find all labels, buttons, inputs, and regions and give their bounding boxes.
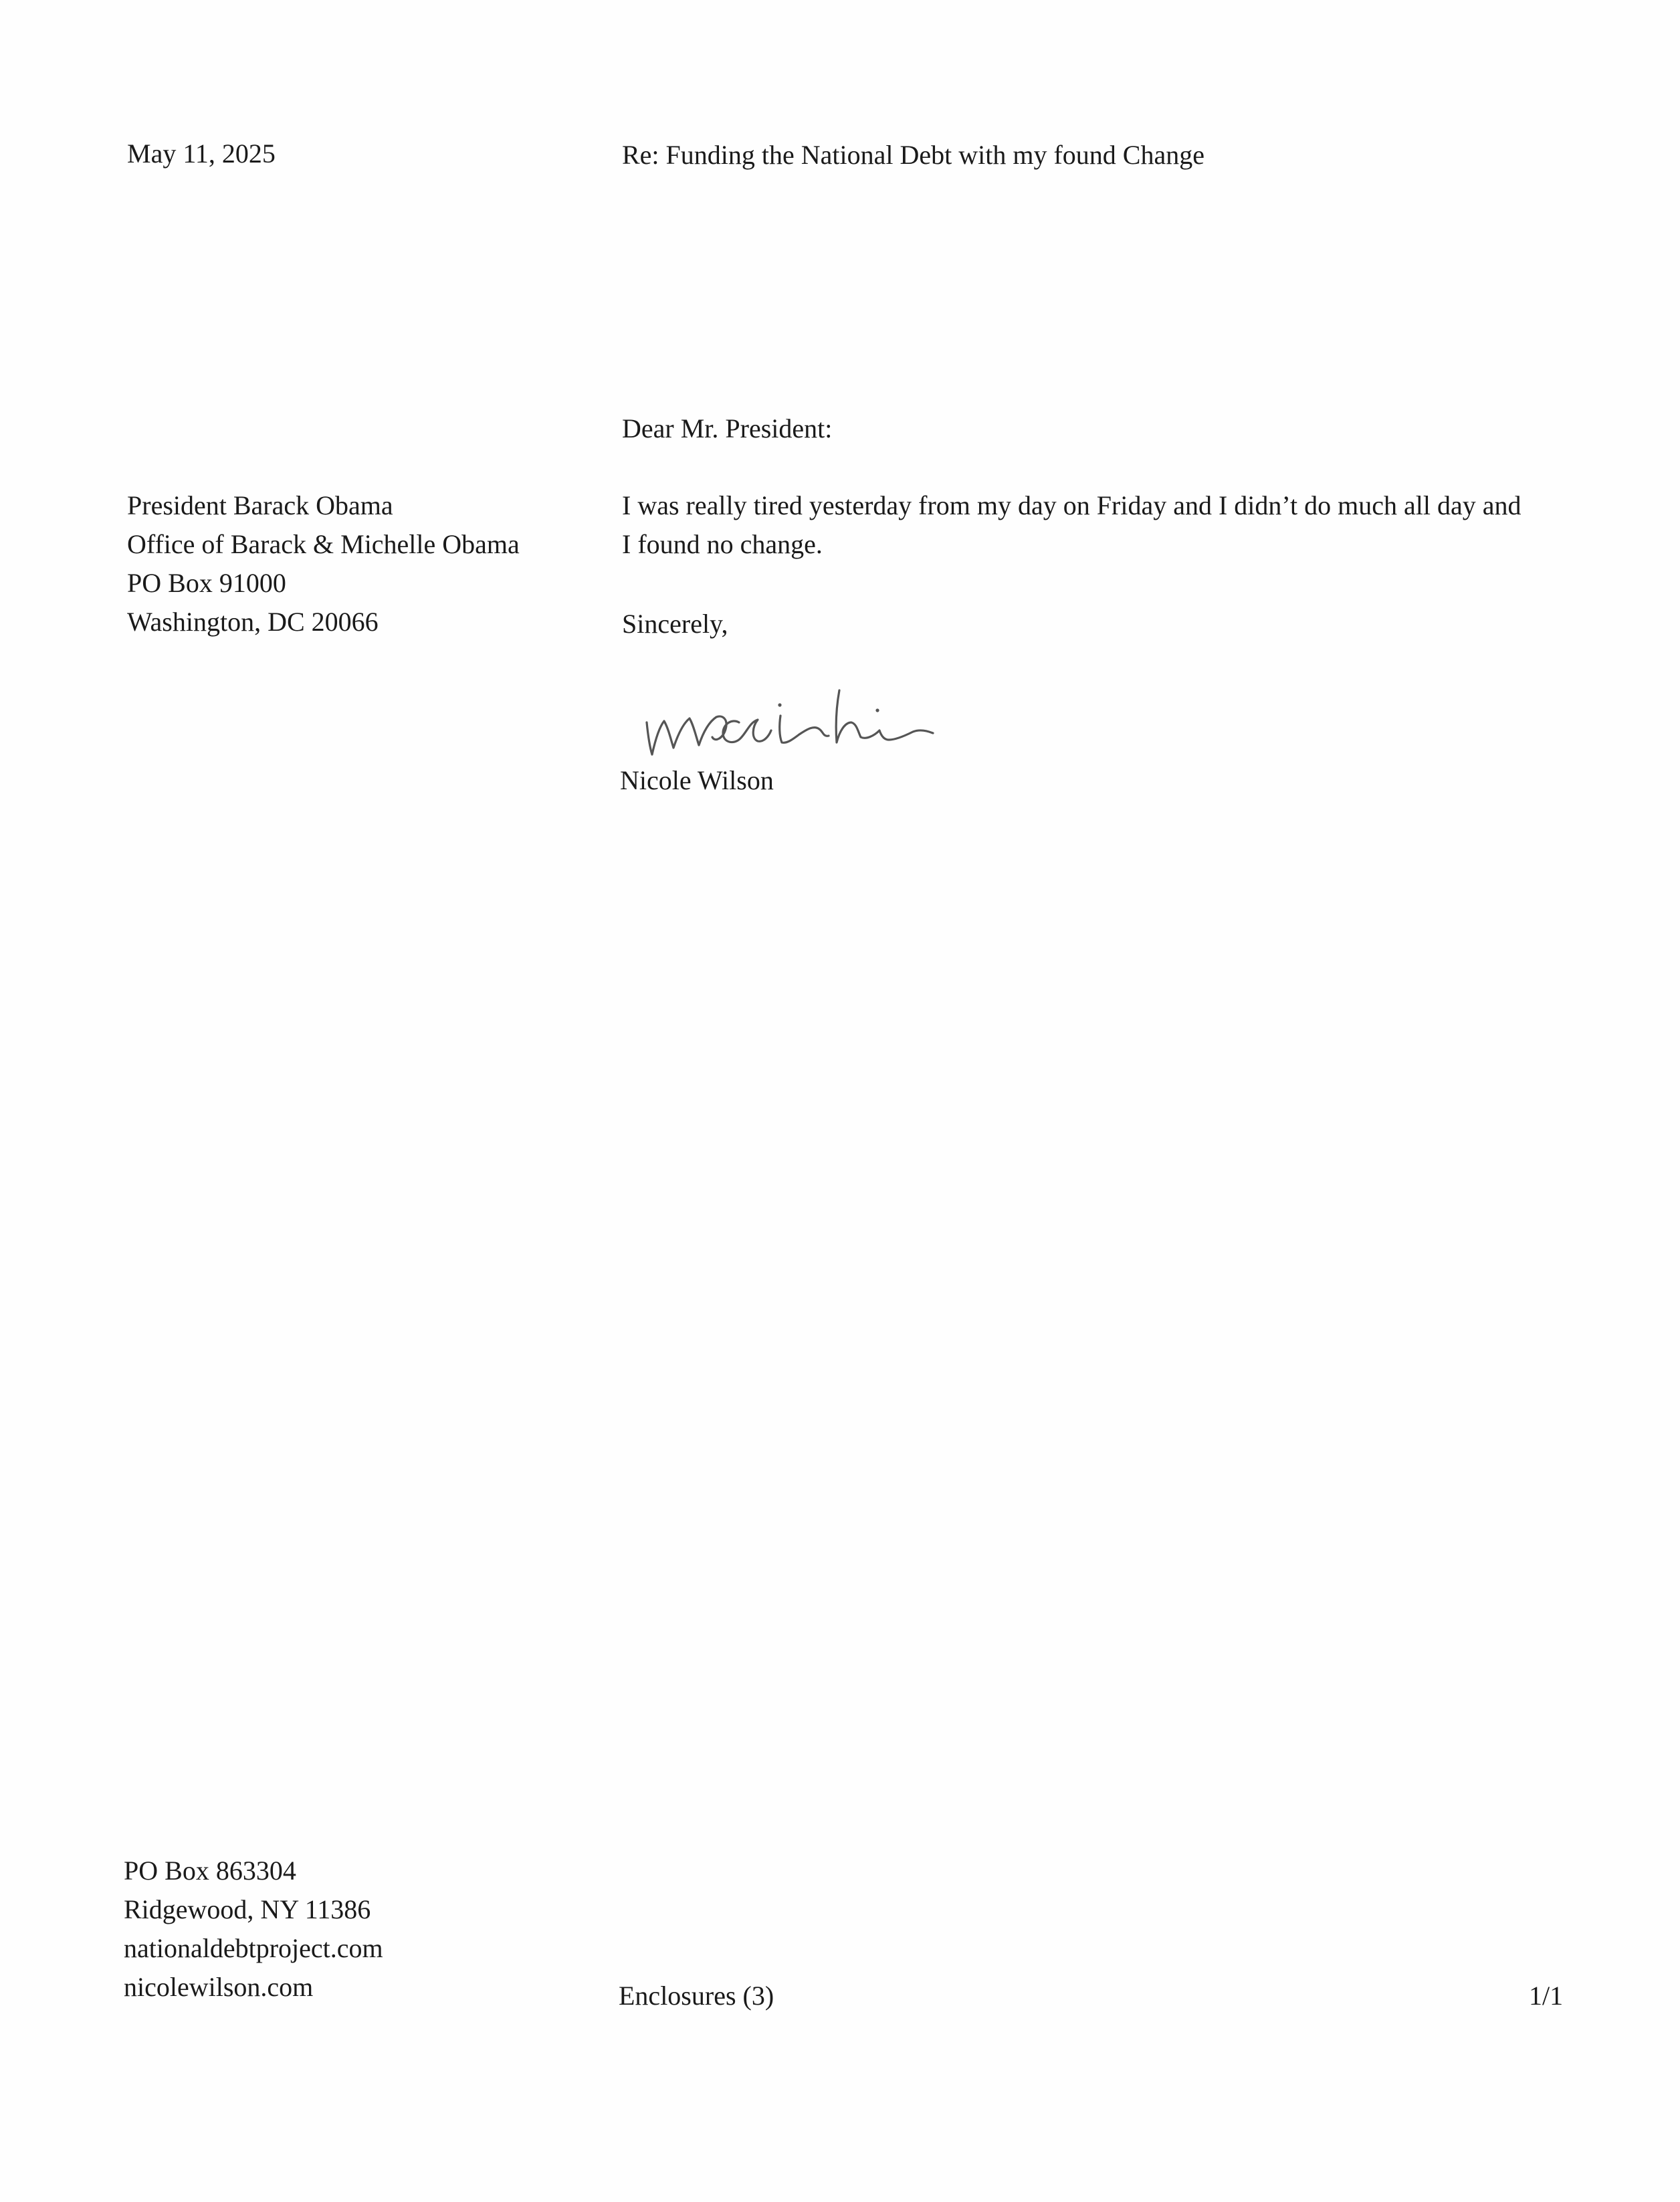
body-line: I found no change.: [622, 529, 823, 559]
sender-address-block: [124, 1851, 383, 2007]
recipient-line: Office of Barack & Michelle Obama: [127, 529, 520, 559]
letter-subject: Re: Funding the National Debt with my found Change: [622, 140, 1204, 170]
recipient-line: PO Box 91000: [127, 568, 286, 598]
sender-line: PO Box 863304: [124, 1856, 296, 1886]
recipient-line: President Barack Obama: [127, 490, 393, 520]
page-number: 1/1: [1529, 1981, 1564, 2011]
handwritten-signature: [639, 676, 966, 763]
sender-line: Ridgewood, NY 11386: [124, 1894, 371, 1924]
sender-website-link: nationaldebtproject.com: [124, 1933, 383, 1963]
letter-body: [622, 486, 1521, 564]
body-line: I was really tired yesterday from my day on Friday and I didn’t do much all day and: [622, 490, 1521, 520]
signer-name: Nicole Wilson: [620, 765, 774, 795]
letter-date: May 11, 2025: [127, 138, 276, 169]
recipient-address-block: [127, 486, 520, 641]
sender-website-link: nicolewilson.com: [124, 1972, 314, 2002]
salutation: Dear Mr. President:: [622, 413, 833, 443]
enclosures-note: Enclosures (3): [619, 1981, 774, 2011]
closing: Sincerely,: [622, 609, 728, 639]
recipient-line: Washington, DC 20066: [127, 607, 379, 637]
